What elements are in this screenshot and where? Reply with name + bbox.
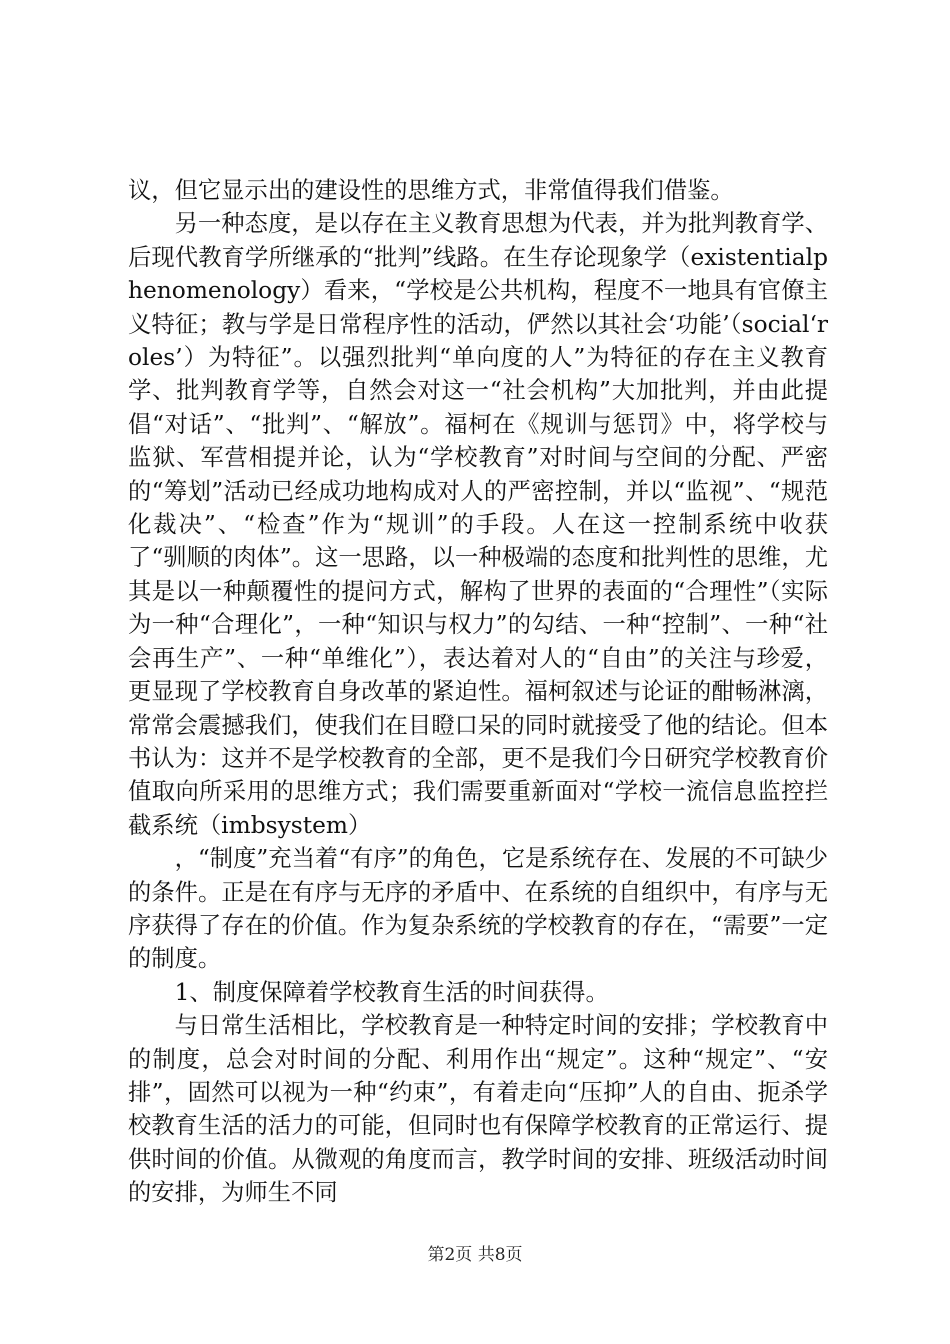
page-footer: 第2页 共8页	[427, 1245, 523, 1265]
document-body	[128, 174, 828, 1210]
paragraph-4: 1、制度保障着学校教育生活的时间获得。	[174, 978, 609, 1006]
paragraph-2: 另一种态度，是以存在主义教育思想为代表，并为批判教育学、后现代教育学所继承的“批判”线路。在生存论现象学（existentialphenomenology）看来，“学校是公共机构，程度不一地具有官僚主义特征；教与学是日常程序性的活动，俨然以其社会‘功能’（social‘roles’）为特征”。以强烈批判“单向度的人”为特征的存在主义教育学、批判教育学等，自然会对这一“社会机构”大加批判，并由此提倡“对话”、“批判”、“解放”。福柯在《规训与惩罚》中，将学校与监狱、军营相提并论，认为“学校教育”对时间与空间的分配、严密的“筹划”活动已经成功地构成对人的严密控制，并以“监视”、“规范化裁决”、“检查”作为“规训”的手段。人在这一控制系统中收获了“驯顺的肉体”。这一思路，以一种极端的态度和批判性的思维，尤其是以一种颠覆性的提问方式，解构了世界的表面的“合理性”（实际为一种“合理化”，一种“知识与权力”的勾结、一种“控制”、一种“社会再生产”、一种“单维化”），表达着对人的“自由”的关注与珍爱，更显现了学校教育自身改革的紧迫性。福柯叙述与论证的酣畅淋漓，常常会震撼我们，使我们在目瞪口呆的同时就接受了他的结论。但本书认为：这并不是学校教育的全部，更不是我们今日研究学校教育价值取向所采用的思维方式；我们需要重新面对“学校一流信息监控拦截系统（imbsystem）	[128, 210, 828, 839]
paragraph-1: 议，但它显示出的建设性的思维方式，非常值得我们借鉴。	[128, 177, 734, 204]
paragraph-5: 与日常生活相比，学校教育是一种特定时间的安排；学校教育中的制度，总会对时间的分配、利用作出“规定”。这种“规定”、“安排”，固然可以视为一种“约束”，有着走向“压抑”人的自由、扼杀学校教育生活的活力的可能，但同时也有保障学校教育的正常运行、提供时间的价值。从微观的角度而言，教学时间的安排、班级活动时间的安排，为师生不同	[128, 1012, 828, 1207]
paragraph-3: ，“制度”充当着“有序”的角色，它是系统存在、发展的不可缺少的条件。正是在有序与无序的矛盾中、在系统的自组织中，有序与无序获得了存在的价值。作为复杂系统的学校教育的存在，“需要”一定的制度。	[128, 845, 828, 973]
